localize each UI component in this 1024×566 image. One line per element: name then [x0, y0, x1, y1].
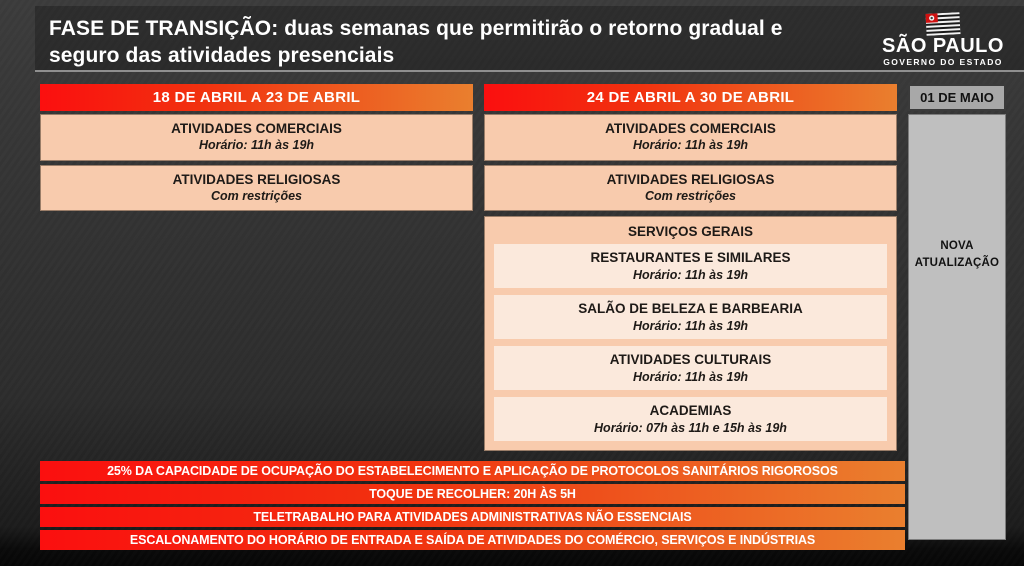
activity-title: ATIVIDADES CULTURAIS [609, 352, 772, 368]
rule-capacity: 25% DA CAPACIDADE DE OCUPAÇÃO DO ESTABELECIMENTO E APLICAÇÃO DE PROTOCOLOS SANITÁRIOS RIGOROSOS [40, 461, 905, 481]
header-week1: 18 DE ABRIL A 23 DE ABRIL [40, 84, 473, 111]
logo-subtitle: GOVERNO DO ESTADO [883, 57, 1003, 67]
header-week2: 24 DE ABRIL A 30 DE ABRIL [484, 84, 897, 111]
activity-detail: Horário: 07h às 11h e 15h às 19h [594, 420, 787, 435]
service-culturais [494, 346, 887, 390]
may-label [909, 238, 1005, 273]
service-restaurantes [494, 244, 887, 288]
activity-detail: Com restrições [210, 188, 302, 203]
week2-cell-religiosas [484, 165, 897, 211]
activity-detail: Horário: 11h às 19h [632, 369, 749, 384]
title-band [35, 6, 1024, 72]
activity-detail: Horário: 11h às 19h [632, 318, 749, 333]
week2-cell-comerciais [484, 114, 897, 161]
activity-title: ATIVIDADES COMERCIAIS [171, 121, 342, 137]
may-label-line1: NOVA [940, 240, 974, 252]
services-title: SERVIÇOS GERAIS [627, 224, 754, 239]
activity-title: ACADEMIAS [649, 403, 732, 419]
activity-detail: Horário: 11h às 19h [198, 138, 315, 153]
activity-detail: Horário: 11h às 19h [632, 267, 749, 282]
activity-detail: Com restrições [644, 188, 736, 203]
header-may: 01 DE MAIO [908, 84, 1006, 111]
sao-paulo-government-logo [878, 12, 1008, 74]
rule-telework: TELETRABALHO PARA ATIVIDADES ADMINISTRATIVAS NÃO ESSENCIAIS [40, 507, 905, 527]
logo-state-name: SÃO PAULO [882, 35, 1004, 57]
rule-curfew: TOQUE DE RECOLHER: 20H ÀS 5H [40, 484, 905, 504]
activity-title: ATIVIDADES RELIGIOSAS [606, 171, 775, 187]
rule-staggered-hours: ESCALONAMENTO DO HORÁRIO DE ENTRADA E SAÍDA DE ATIVIDADES DO COMÉRCIO, SERVIÇOS E INDÚSTRIAS [40, 530, 905, 550]
activity-title: RESTAURANTES E SIMILARES [590, 250, 791, 266]
activity-title: ATIVIDADES RELIGIOSAS [172, 171, 341, 187]
sao-paulo-flag-icon [925, 12, 960, 36]
may-column [908, 114, 1006, 540]
activity-detail: Horário: 11h às 19h [632, 138, 749, 153]
activity-title: SALÃO DE BELEZA E BARBEARIA [578, 301, 803, 317]
week1-cell-religiosas [40, 165, 473, 211]
page-title-line2: seguro das atividades presenciais [49, 43, 395, 67]
activity-title: ATIVIDADES COMERCIAIS [605, 121, 776, 137]
may-label-line2: ATUALIZAÇÃO [914, 257, 1000, 270]
page-title-line1: FASE DE TRANSIÇÃO: duas semanas que permitirão o retorno gradual e [49, 17, 783, 40]
service-academias [494, 397, 887, 441]
service-salao-beleza [494, 295, 887, 339]
page-title [49, 16, 849, 70]
week1-cell-comerciais [40, 114, 473, 161]
week2-services-panel [484, 216, 897, 451]
